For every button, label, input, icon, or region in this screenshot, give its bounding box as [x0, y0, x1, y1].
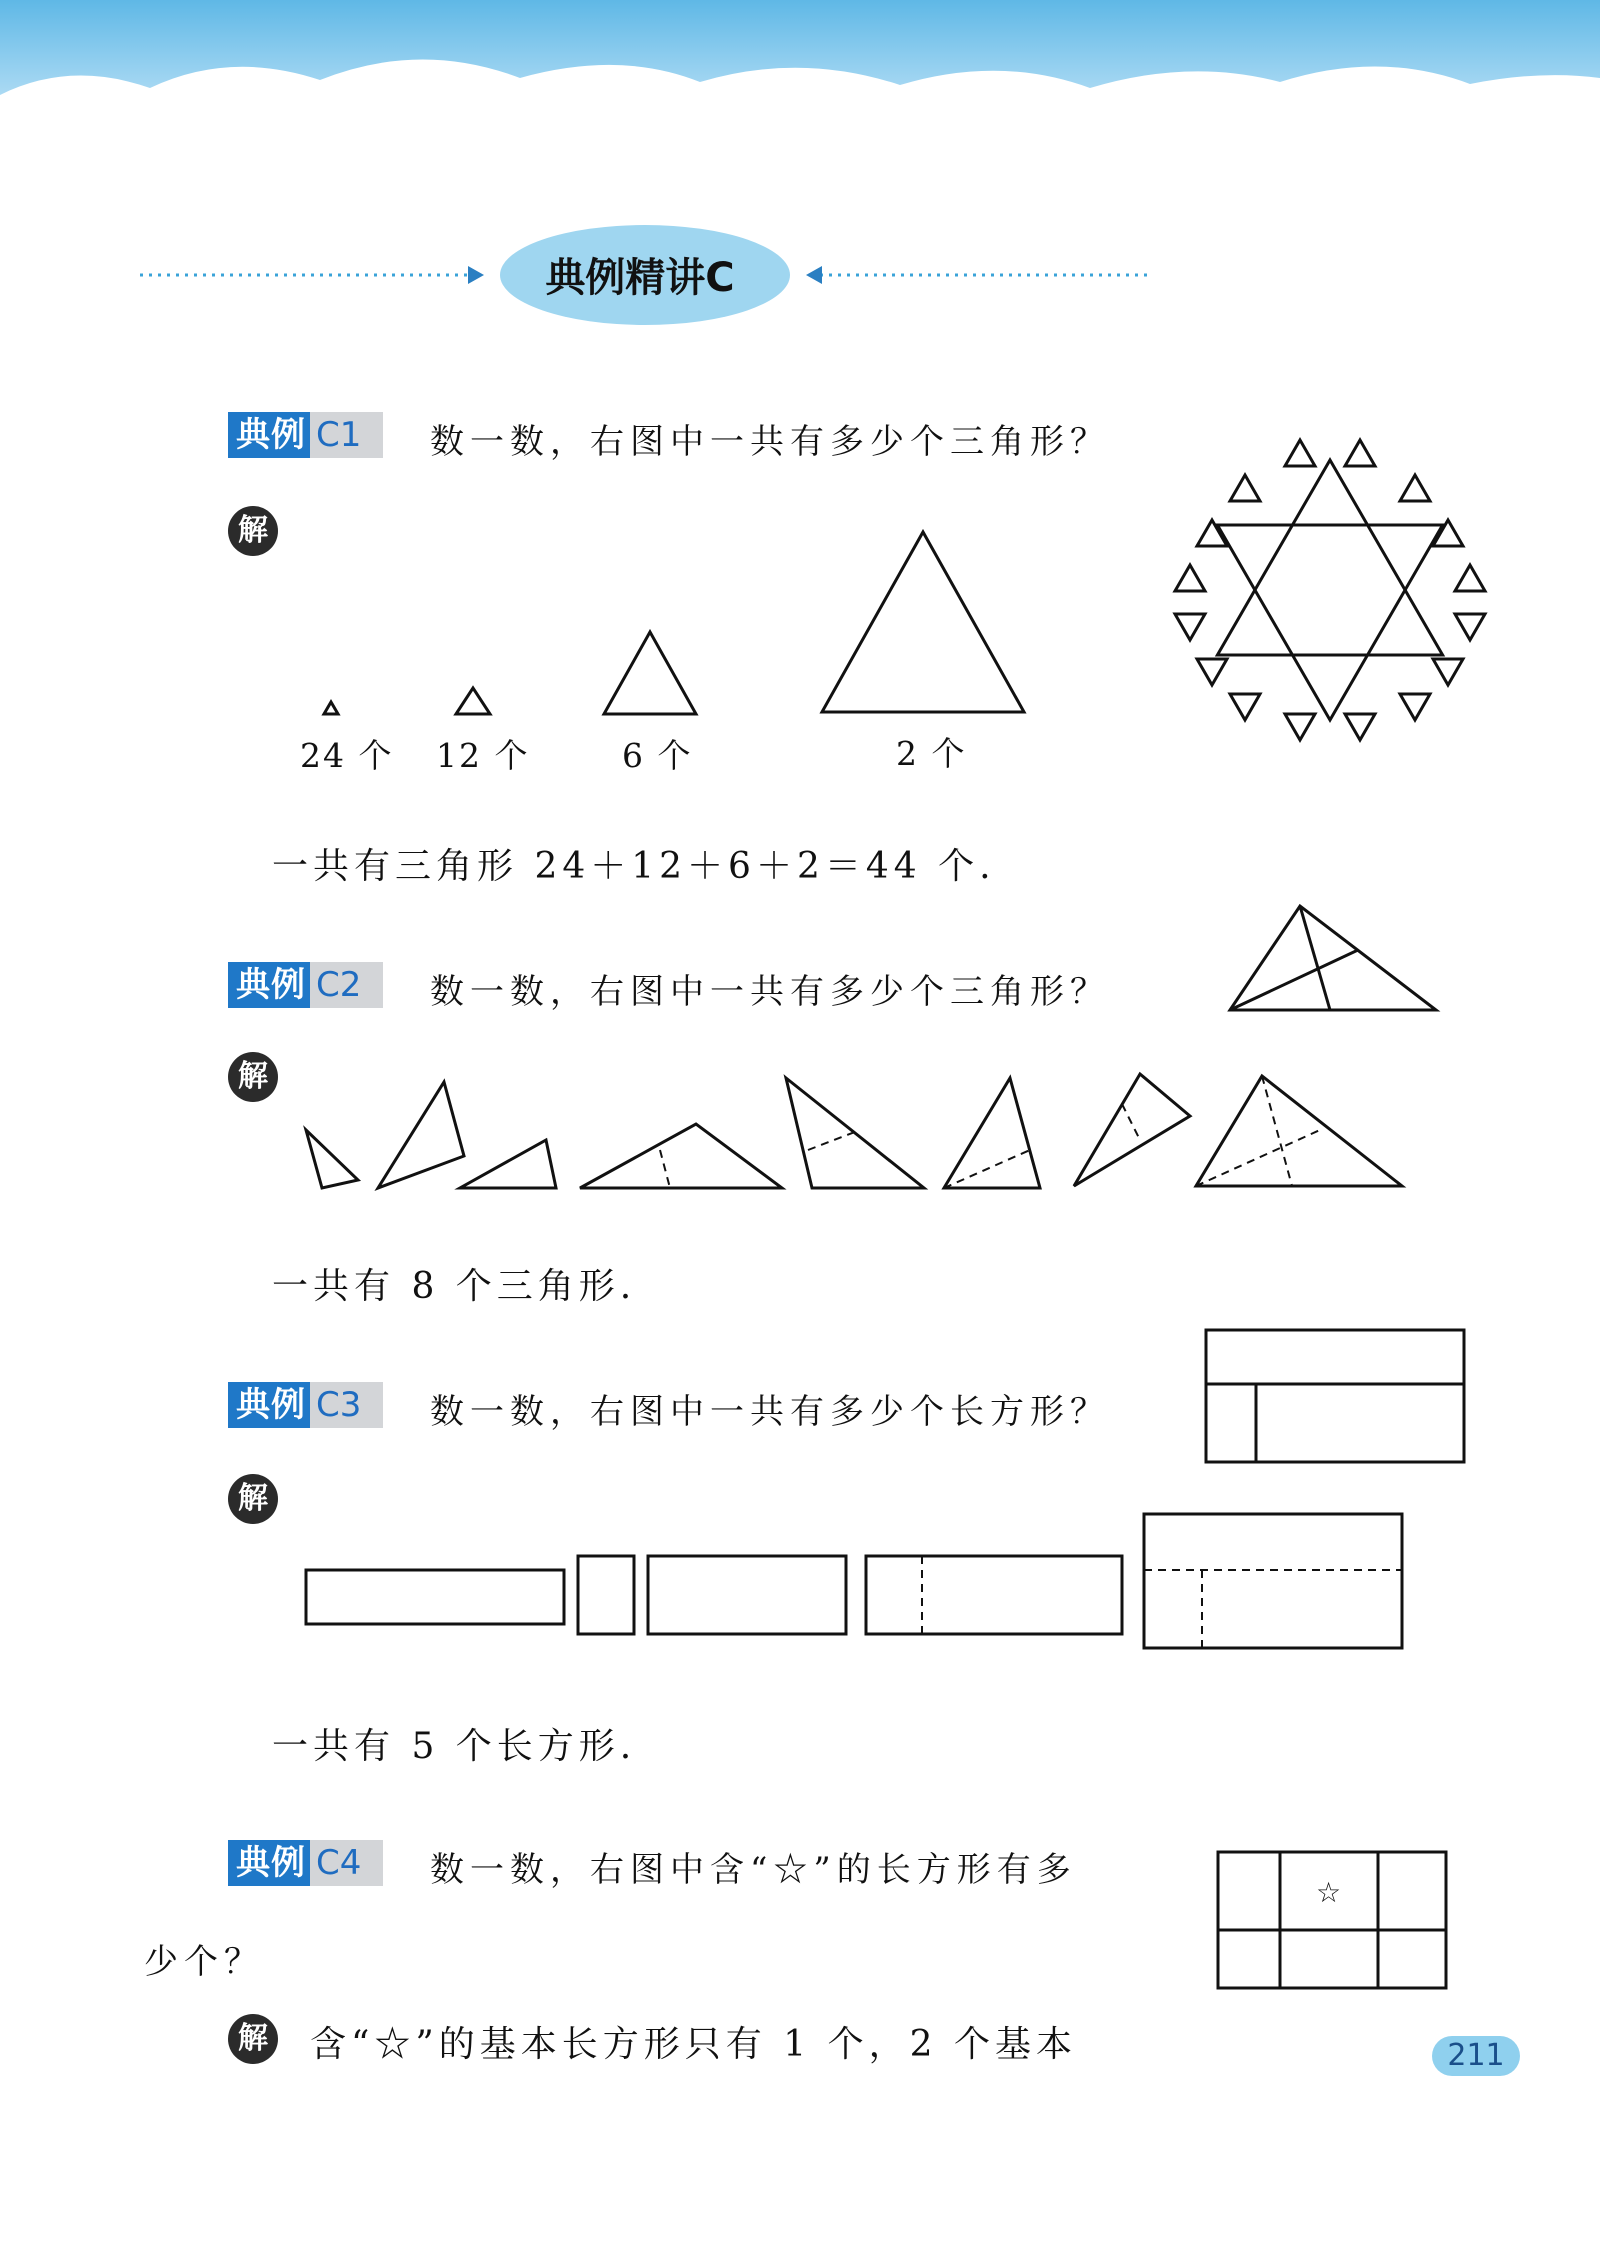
star-mark: ☆ [1316, 1876, 1342, 1909]
badge-code: C1 [310, 412, 383, 458]
badge-code: C4 [310, 1840, 383, 1886]
badge-tag: 典例 [228, 412, 310, 458]
page-number: 211 [1432, 2036, 1520, 2076]
answer-c2: 一共有 8 个三角形. [272, 1266, 637, 1307]
solution-badge-c3: 解 [228, 1474, 278, 1524]
answer-c3: 一共有 5 个长方形. [272, 1726, 637, 1767]
count-label-large: 2 个 [896, 734, 967, 773]
count-label-small: 12 个 [436, 736, 530, 775]
answer-c1: 一共有三角形 24＋12＋6＋2＝44 个. [272, 846, 996, 887]
badge-code: C2 [310, 962, 383, 1008]
count-label-medium: 6 个 [622, 736, 693, 775]
question-c4-line1: 数一数，右图中含“☆”的长方形有多 [430, 1850, 1077, 1890]
badge-tag: 典例 [228, 962, 310, 1008]
solution-badge-c4: 解 [228, 2014, 278, 2064]
question-c1: 数一数，右图中一共有多少个三角形？ [430, 422, 1110, 462]
count-label-tiny: 24 个 [300, 736, 394, 775]
badge-tag: 典例 [228, 1382, 310, 1428]
question-c2: 数一数，右图中一共有多少个三角形？ [430, 972, 1110, 1012]
answer-c4: 含“☆”的基本长方形只有 1 个，2 个基本 [310, 2024, 1077, 2065]
badge-tag: 典例 [228, 1840, 310, 1886]
question-c4-line2: 少个？ [144, 1942, 264, 1982]
badge-code: C3 [310, 1382, 383, 1428]
solution-badge-c1: 解 [228, 506, 278, 556]
question-c3: 数一数，右图中一共有多少个长方形？ [430, 1392, 1110, 1432]
section-title: 典例精讲C [545, 255, 735, 301]
solution-badge-c2: 解 [228, 1052, 278, 1102]
